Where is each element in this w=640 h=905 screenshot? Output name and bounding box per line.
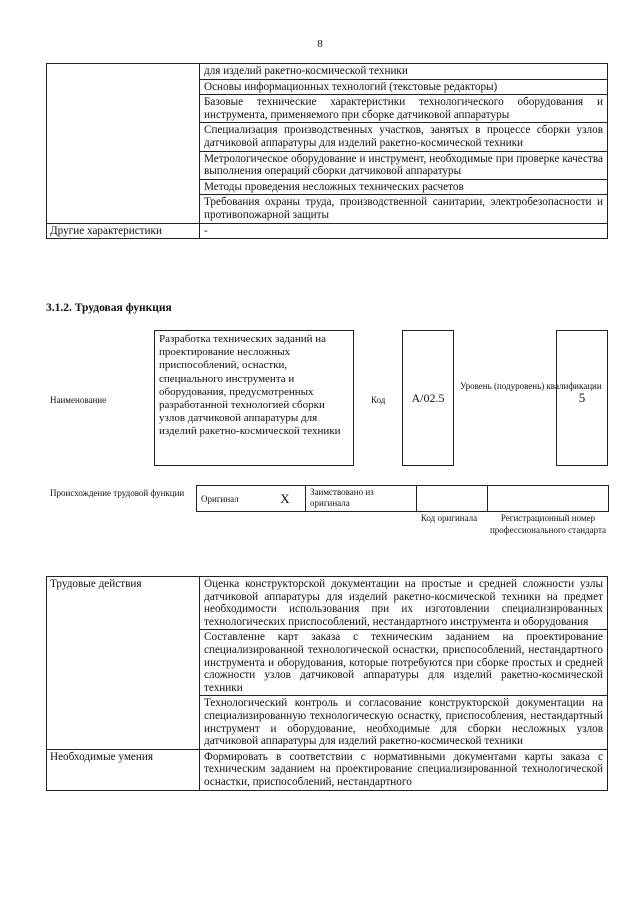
table-cell: Основы информационных технологий (текстовые редакторы) (200, 79, 608, 95)
table-cell: Методы проведения несложных технических расчетов (200, 179, 608, 195)
section-title: 3.1.2. Трудовая функция (46, 302, 172, 314)
registration-number-caption: Регистрационный номер профессионального стандарта (489, 513, 607, 535)
table-cell: Оценка конструкторской документации на простые и средней сложности узлы датчиковой аппаратуры для изделий ракетно-космической техники на предмет необходимости использования при их изготовлении специализированных технологических приспособлений, нестандартного инструмента и оборудования (200, 577, 608, 630)
table-row (47, 223, 608, 239)
table-cell: Метрологическое оборудование и инструмент, необходимые при проверке качества выполнения операций сборки датчиковой аппаратуры (200, 151, 608, 179)
function-name-box: Разработка технических заданий на проектирование несложных приспособлений, оснастки, специального инструмента и оборудования, предусмотренных разработанной технологией сборки узлов датчиковой аппаратуры для изделий ракетно-космической техники (154, 330, 354, 466)
table-label-cell (47, 64, 200, 224)
table-row (47, 64, 608, 80)
origin-table (196, 485, 609, 512)
table-cell: Требования охраны труда, производственной санитарии, электробезопасности и противопожарной защиты (200, 195, 608, 223)
table-cell: Специализация производственных участков, занятых в процессе сборки узлов датчиковой аппаратуры для изделий ракетно-космической техники (200, 123, 608, 151)
table-row (47, 749, 608, 790)
table-cell: Технологический контроль и согласование конструкторской документации на специализированную технологическую оснастку, приспособления, нестандартный инструмент и оборудование, необходимые для сборки несложных узлов датчиковой аппаратуры для изделий ракетно-космической техники (200, 696, 608, 749)
table-row (197, 486, 609, 512)
function-code-box: A/02.5 (402, 330, 454, 466)
origin-label: Происхождение трудовой функции (50, 488, 185, 498)
name-label: Наименование (50, 395, 107, 405)
table-cell: для изделий ракетно-космической техники (200, 64, 608, 80)
actions-table (46, 576, 608, 791)
borrowed-label: Заимствовано из оригинала (306, 486, 417, 512)
knowledge-table (46, 63, 608, 239)
qualification-level-box: 5 (556, 330, 608, 466)
original-label: Оригинал (197, 486, 266, 512)
registration-number-cell (488, 486, 609, 512)
table-cell: Базовые технические характеристики технологического оборудования и инструмента, применяемого при сборке датчиковой аппаратуры (200, 95, 608, 123)
code-label: Код (371, 395, 386, 405)
original-code-caption: Код оригинала (420, 513, 478, 523)
labor-actions-label: Трудовые действия (47, 577, 200, 750)
qualification-level-label: Уровень (подуровень) квалификации (460, 381, 602, 391)
original-mark: X (265, 486, 306, 512)
table-cell: Составление карт заказа с техническим заданием на проектирование специализированной технологической оснастки, приспособлений, нестандартного инструмента и оборудования, которые потребуются при сборке простых и средней сложности узлов датчиковой аппаратуры для изделий ракетно-космической техники (200, 630, 608, 696)
page-number: 8 (317, 38, 323, 50)
other-characteristics-label: Другие характеристики (47, 223, 200, 239)
table-row (47, 577, 608, 630)
required-skills-label: Необходимые умения (47, 749, 200, 790)
table-cell: Формировать в соответствии с нормативными документами карты заказа с техническим заданием на проектирование специализированной технологической оснастки, приспособлений, нестандартного (200, 749, 608, 790)
original-code-cell (417, 486, 488, 512)
other-characteristics-value: - (200, 223, 608, 239)
